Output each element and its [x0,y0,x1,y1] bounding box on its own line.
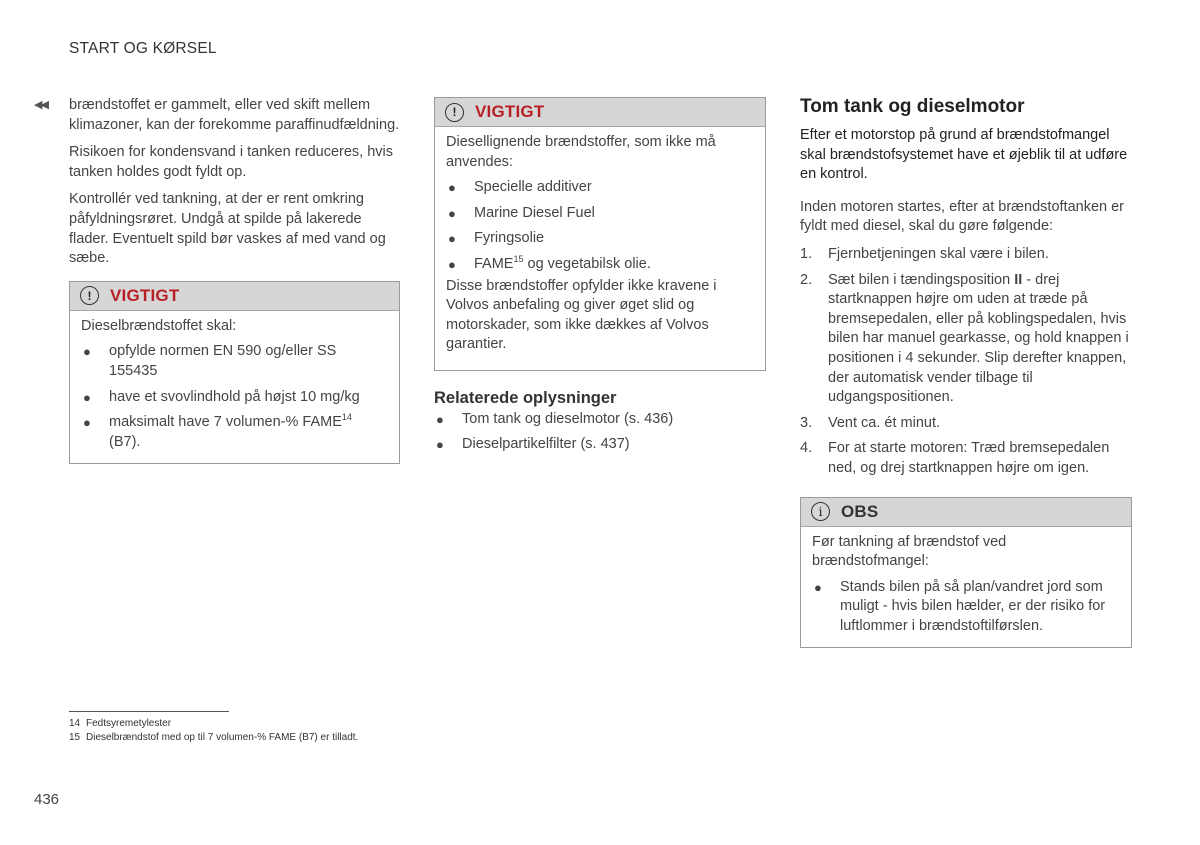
step-item: 1. Fjernbetjeningen skal være i bilen. [800,245,1049,262]
note-title: OBS [841,501,879,521]
bullet-icon: ● [814,579,822,595]
note-header [801,498,1131,527]
warning-header [70,282,399,311]
paragraph: brændstoffet er gammelt, eller ved skift mellem klimazoner, kan der forekomme paraffinudfældning. [69,97,400,133]
warning-box [69,281,400,465]
warning-title: VIGTIGT [110,285,180,305]
column-3 [800,96,1132,648]
warning-outro: Disse brændstoffer opfylder ikke kravene i Volvos anbefaling og giver øget slid og motorskader, som ikke dækkes af Volvos garantier. [446,277,717,353]
related-title: Relaterede oplysninger [434,388,617,407]
bullet-icon: ● [448,180,456,196]
warning-header [435,98,765,127]
footnotes [69,717,358,745]
related-link[interactable]: ● Tom tank og dieselmotor (s. 436) [434,410,766,430]
page-number: 436 [34,791,60,808]
column-1 [69,96,400,464]
list-item: ● maksimalt have 7 volumen-% FAME$^{14}$ (B7). [83,412,352,450]
footnote-ref: 15 [513,254,524,265]
list-item: ● Fyringsolie [446,229,754,249]
related-link[interactable]: ● Dieselpartikelfilter (s. 437) [434,435,766,455]
footnote: 15 Dieselbrændstof med op til 7 volumen-% FAME (B7) er tilladt. [69,732,359,743]
list-item: ● have et svovlindhold på højst 10 mg/kg [81,388,388,408]
bullet-icon: ● [83,389,91,405]
note-list [812,578,1120,637]
note-intro: Før tankning af brændstof ved brændstofmangel: [812,533,1007,570]
warning-intro: Diesellignende brændstoffer, som ikke må anvendes: [446,134,716,170]
bullet-icon: ● [83,344,91,360]
bullet-icon: ● [448,205,456,221]
footnote: 14 Fedtsyremetylester [69,718,172,729]
running-header: START OG KØRSEL [69,40,217,57]
warning-intro: Dieselbrændstoffet skal: [81,317,237,334]
footnote-divider [69,711,229,712]
warning-box [434,97,766,371]
note-box [800,497,1132,649]
warning-icon: ! [80,286,99,305]
steps-list [800,245,1132,479]
info-icon: i [811,502,830,521]
section-title: Tom tank og dieselmotor [800,96,1025,117]
step-item: 4. For at starte motoren: Træd bremsepedalen ned, og drej startknappen højre om igen. [800,440,1110,476]
warning-list [81,342,388,452]
paragraph: Risikoen for kondensvand i tanken reduceres, hvis tanken holdes godt fyldt op. [69,144,394,180]
step-item: 2. Sæt bilen i tændingsposition II - drej startknappen højre om uden at træde på bremsepedalen, eller på koblingspedalen, hvis bilen har manuel gearkasse, og hold knappen i positionen i 4 sekunder. Slip derefter knappen, der automatisk vender tilbage til udgangspositionen. [800,271,1129,406]
bullet-icon: ● [83,415,91,431]
list-item: ● opfylde normen EN 590 og/eller SS 155435 [83,343,337,379]
related-list [434,410,766,454]
paragraph: Inden motoren startes, efter at brændstoftanken er fyldt med diesel, skal du gøre følgende: [800,198,1125,235]
paragraph: Kontrollér ved tankning, at der er rent omkring påfyldningsrøret. Undgå at spilde på lakerede flader. Eventuelt spild bør vaskes af med vand og sæbe. [69,191,386,267]
warning-body [435,127,765,370]
list-item: ● Specielle additiver [446,178,754,198]
list-item: ● FAME$^{15}$ og vegetabilsk olie. [446,255,754,275]
step-item: 3. Vent ca. ét minut. [800,414,941,431]
bullet-icon: ● [448,256,456,272]
continuation-icon: ◀◀ [34,99,47,111]
warning-title: VIGTIGT [475,102,545,121]
footnote-ref: 14 [341,412,352,423]
warning-list [446,178,754,274]
list-item: ● Marine Diesel Fuel [446,204,754,224]
note-body [801,527,1131,648]
bullet-icon: ● [436,436,444,452]
section-intro: Efter et motorstop på grund af brændstofmangel skal brændstofsystemet have et øjeblik til at udføre en kontrol. [800,127,1128,183]
warning-icon: ! [445,103,464,122]
list-item: ● Stands bilen på så plan/vandret jord som muligt - hvis bilen hælder, er der risiko for luftlommer i brændstoftilførslen. [814,578,1106,634]
bullet-icon: ● [448,231,456,247]
column-2 [434,96,766,459]
bullet-icon: ● [436,411,444,427]
warning-body [70,311,399,464]
